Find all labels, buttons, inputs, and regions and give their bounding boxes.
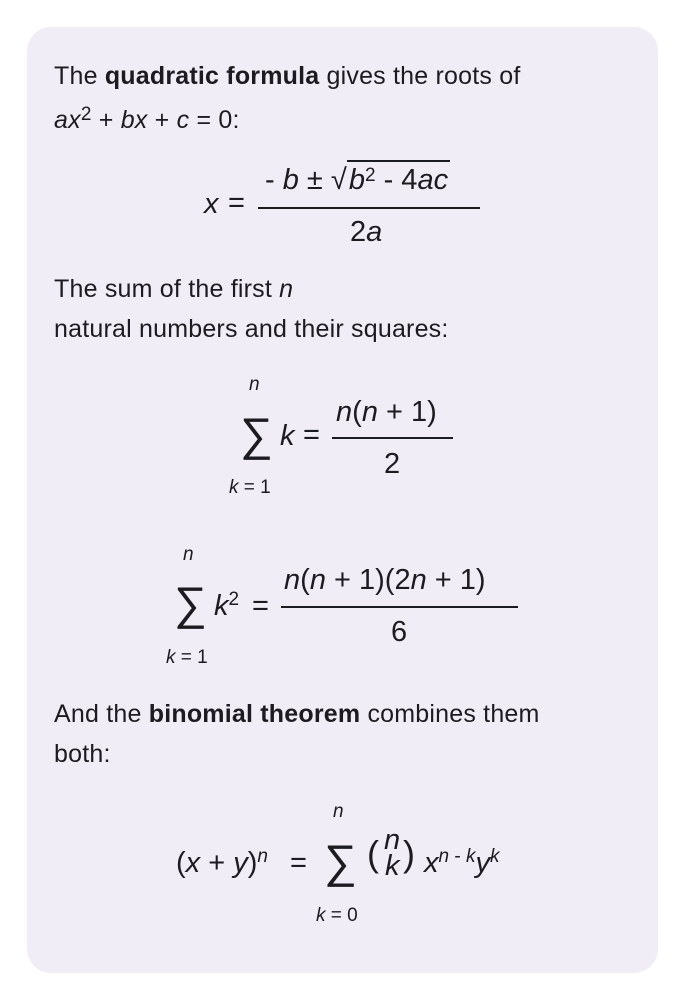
math-var: x [204,188,219,220]
fraction-denominator: 6 [391,616,408,648]
summand-var: k [280,420,295,452]
radical-icon: √ [330,164,347,196]
text-span: combines them [360,700,540,728]
sigma-icon: ∑ [324,835,357,887]
equals-sign: = [290,847,307,879]
exponent: 2 [364,165,376,186]
math-var: c [176,106,190,134]
text-span: = 0 [325,905,358,926]
math-var: k [214,590,229,622]
binomial-bottom: k [385,850,400,882]
text-span: = 1 [238,477,271,498]
text-span: The [54,62,105,90]
sum-upper-limit: n [249,374,260,395]
math-var: n [361,396,378,428]
math-var: y [475,847,490,879]
sigma-icon: ∑ [174,577,207,629]
text-span: + 1) [377,396,437,428]
binomial-top: n [384,824,401,856]
binomial-left-paren: ( [367,833,379,874]
math-var: n [309,564,326,596]
paren: ( [176,847,186,879]
fraction-numerator [284,566,486,595]
formula-denominator [350,218,382,247]
fraction-denominator: 2 [384,448,401,480]
math-var: x [424,847,439,879]
math-var: y [233,847,248,879]
operator: + [91,106,121,134]
binomial-right-paren: ) [403,833,415,874]
exponent: n [257,846,268,867]
math-var: n [438,846,450,867]
sigma-icon: ∑ [240,408,273,460]
exponent: 2 [228,589,240,610]
text-span: + 1)(2 [325,564,411,596]
text-span: And the [54,700,149,728]
math-var: b [120,106,135,134]
math-var: x [185,847,201,879]
fraction-bar [258,207,480,209]
equals-sign: = [303,419,320,451]
math-var: b [348,164,365,196]
operator: - [449,846,466,867]
digit: 2 [350,216,367,248]
text-span: gives the roots of [319,62,521,90]
sum-upper-limit: n [333,801,344,822]
equals-sign: = [228,187,245,219]
exponent: 2 [80,104,92,125]
binomial-paragraph-line1 [54,702,540,727]
fraction-bar [281,606,518,608]
text-span: The sum of the first [54,275,280,303]
plus-minus-sign: ± [298,164,331,196]
binomial-paragraph-line2: both: [54,740,111,768]
math-var: n [336,396,353,428]
bold-term-quadratic-formula: quadratic formula [104,62,320,90]
math-var: x [68,106,81,134]
intro-paragraph-line2 [54,104,240,134]
math-var: k [465,846,476,867]
text-span: = 0: [189,106,240,134]
sum-paragraph-line1 [54,277,293,302]
bold-term-binomial-theorem: binomial theorem [148,700,361,728]
math-var: ac [417,164,449,196]
text-span: = 1 [175,647,208,668]
math-var: n [410,564,427,596]
sum-lower-limit [316,906,358,925]
math-var: k [166,647,176,668]
math-var: a [366,216,383,248]
operator: - 4 [375,164,418,196]
math-var: b [282,164,299,196]
operator: + [147,106,177,134]
fraction-numerator [336,398,437,427]
sum-lower-limit [229,478,271,497]
sum-upper-limit: n [183,544,194,565]
binomial-lhs [176,846,268,879]
intro-paragraph-line1 [54,64,521,89]
sum-paragraph-line2: natural numbers and their squares: [54,315,449,343]
formula-numerator [265,166,450,195]
math-var: x [134,106,148,134]
paren: ) [247,847,258,879]
equals-sign: = [252,590,269,622]
exponent: k [489,846,500,867]
math-var: n [279,275,294,303]
binomial-power-terms [424,846,500,879]
math-var: n [284,564,301,596]
fraction-bar [332,437,453,439]
paren: ( [352,396,362,428]
x-exponent [439,846,476,867]
sum-lower-limit [166,648,208,667]
radicand [347,160,450,196]
summand [214,589,240,622]
math-var: a [54,106,69,134]
minus-sign: - [265,164,283,196]
math-var: k [316,905,326,926]
math-var: k [229,477,239,498]
paren: ( [300,564,310,596]
operator: + [200,847,234,879]
text-span: + 1) [426,564,486,596]
